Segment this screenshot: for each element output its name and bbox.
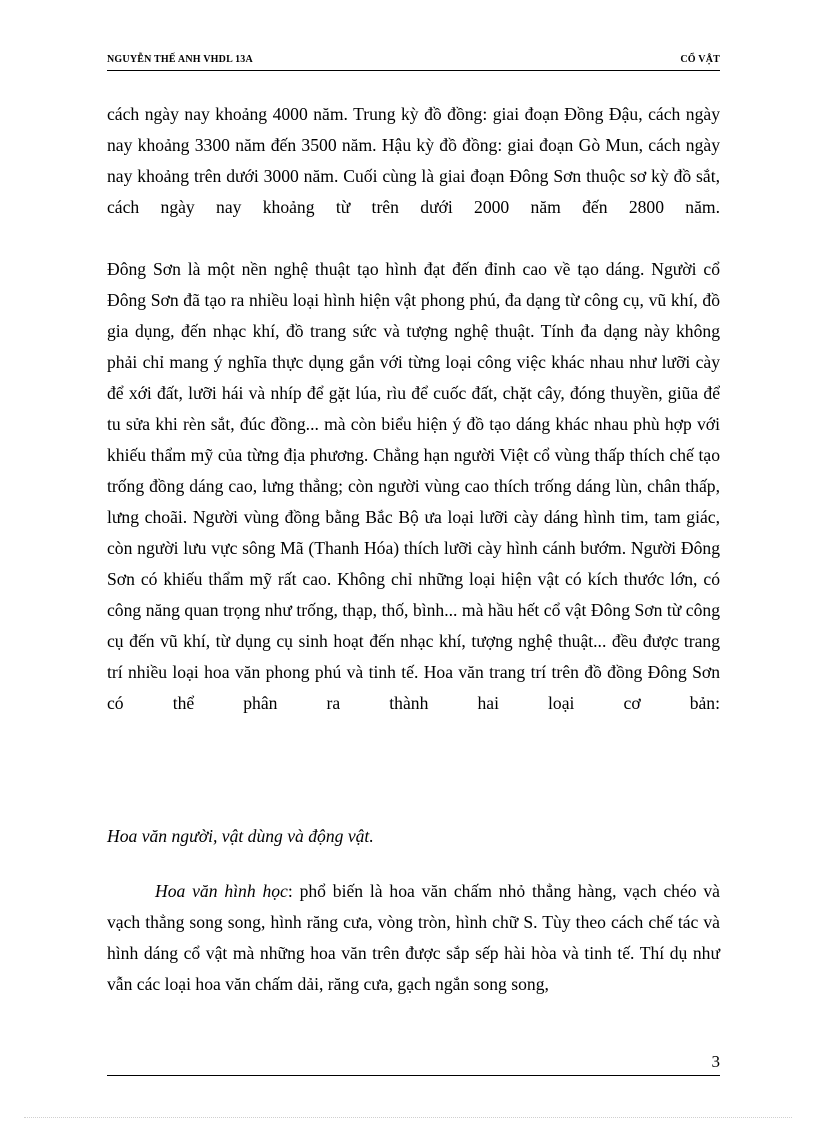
header-author: NGUYỄN THẾ ANH VHDL 13A xyxy=(107,54,253,65)
page-edge-divider xyxy=(24,1117,792,1118)
paragraph-bronze-age-periods: cách ngày nay khoảng 4000 năm. Trung kỳ đồ đồng: giai đoạn Đồng Đậu, cách ngày nay khoảng 3300 năm đến 3500 năm. Hậu kỳ đồ đồng: giai đoạn Gò Mun, cách ngày nay khoảng trên dưới 3000 năm. Cuối cùng là giai đoạn Đông Sơn thuộc sơ kỳ đồ sắt, cách ngày nay khoảng từ trên dưới 2000 năm đến 2800 năm. xyxy=(107,104,720,217)
running-header xyxy=(107,52,720,68)
header-rule xyxy=(107,70,720,71)
header-title: CỔ VẬT xyxy=(680,54,720,65)
paragraph-figurative-patterns: Hoa văn người, vật dùng và động vật. xyxy=(107,826,374,846)
footer-rule xyxy=(107,1075,720,1076)
paragraph-dong-son-art: Đông Sơn là một nền nghệ thuật tạo hình đạt đến đỉnh cao về tạo dáng. Người cổ Đông Sơn đã tạo ra nhiều loại hình hiện vật phong phú, đa dạng từ công cụ, vũ khí, đồ gia dụng, đến nhạc khí, đồ trang sức và tượng nghệ thuật. Tính đa dạng này không phải chỉ mang ý nghĩa thực dụng gắn với từng loại công việc khác nhau như lưỡi cày để xới đất, lưỡi hái và nhíp để gặt lúa, rìu để cuốc đất, chặt cây, đóng thuyền, giũa để tu sửa khi rèn sắt, đúc đồng... mà còn biểu hiện ý đồ tạo dáng khác nhau phù hợp với khiếu thẩm mỹ của từng địa phương. Chẳng hạn người Việt cổ vùng thấp thích chế tạo trống đồng dáng cao, lưng thẳng; còn người vùng cao thích trống dáng lùn, chân thấp, lưng choãi. Người vùng đồng bằng Bắc Bộ ưa loại lưỡi cày dáng hình tim, tam giác, còn người lưu vực sông Mã (Thanh Hóa) thích lưỡi cày hình cánh bướm. Người Đông Sơn có khiếu thẩm mỹ rất cao. Không chỉ những loại hiện vật có kích thước lớn, có công năng quan trọng như trống, thạp, thố, bình... mà hầu hết cổ vật Đông Sơn từ công cụ đến vũ khí, từ dụng cụ sinh hoạt đến nhạc khí, tượng nghệ thuật... đều được trang trí nhiều loại hoa văn phong phú và tinh tế. Hoa văn trang trí trên đồ đồng Đông Sơn có thể phân ra thành hai loại cơ bản: xyxy=(107,259,720,713)
geometric-patterns-term: Hoa văn hình học xyxy=(155,881,288,901)
geometric-patterns-text: : phổ biến là hoa văn chấm nhỏ thẳng hàng, vạch chéo và vạch thẳng song song, hình răng cưa, vòng tròn, hình chữ S. Tùy theo cách chế tác và hình dáng cổ vật mà những hoa văn trên được sắp sếp hài hòa và tinh tế. Thí dụ như vẫn các loại hoa văn chấm dải, răng cưa, gạch ngắn song song, xyxy=(107,881,720,994)
page-number: 3 xyxy=(711,1052,720,1071)
paragraph-geometric-patterns xyxy=(107,876,720,1000)
